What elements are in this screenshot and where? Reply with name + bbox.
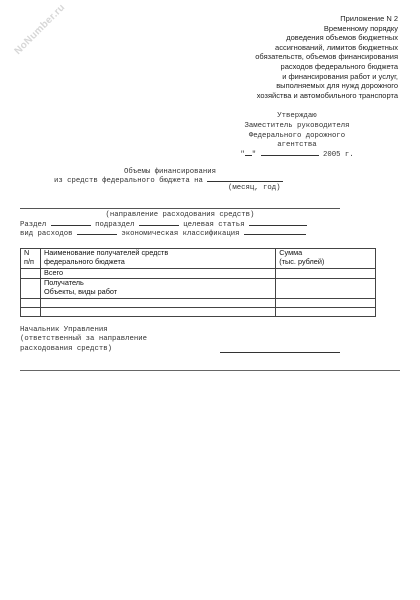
direction-caption: (направление расходования средств) bbox=[105, 211, 255, 219]
table-cell bbox=[21, 299, 41, 308]
bottom-divider bbox=[20, 370, 400, 371]
header-name-line: Наименование получателей средств bbox=[43, 248, 169, 257]
approval-line: Заместитель руководителя bbox=[244, 121, 350, 130]
total-label: Всего bbox=[40, 269, 275, 279]
table-cell bbox=[40, 299, 275, 308]
appendix-line: хозяйства и автомобильного транспорта bbox=[256, 90, 398, 100]
razdel-label: Раздел bbox=[20, 221, 47, 229]
recipient-label: Получатель bbox=[43, 278, 84, 287]
appendix-header bbox=[178, 14, 398, 100]
table-cell bbox=[276, 308, 376, 317]
recipient-cell bbox=[40, 279, 275, 299]
table-cell bbox=[21, 279, 41, 299]
header-sum-line: Сумма bbox=[279, 248, 303, 257]
table-cell bbox=[276, 299, 376, 308]
appendix-line: выполняемых для нужд дорожного bbox=[276, 81, 398, 91]
table-row bbox=[21, 299, 376, 308]
razdel-blank bbox=[51, 225, 91, 226]
podrazdel-blank bbox=[139, 225, 179, 226]
signature-line: Начальник Управления bbox=[20, 326, 108, 334]
objects-label: Объекты, виды работ bbox=[43, 286, 118, 296]
expense-type-blank bbox=[77, 234, 117, 235]
classification-row-1 bbox=[20, 221, 307, 229]
table-cell bbox=[21, 308, 41, 317]
podrazdel-label: подраздел bbox=[95, 221, 135, 229]
classification-row-2 bbox=[20, 230, 306, 238]
approval-line: Федерального дорожного bbox=[248, 131, 346, 140]
month-blank bbox=[261, 155, 319, 156]
date-quote-close: " bbox=[251, 151, 257, 160]
appendix-line: обязательств, объемов финансирования bbox=[255, 52, 398, 62]
approval-block bbox=[222, 112, 372, 161]
target-blank bbox=[249, 225, 307, 226]
econ-label: экономическая классификация bbox=[121, 230, 240, 238]
financing-table bbox=[20, 248, 376, 317]
date-quote-open: " bbox=[240, 151, 245, 160]
period-blank bbox=[207, 181, 283, 182]
header-num-line: N bbox=[24, 248, 30, 257]
doc-title: Объемы финансирования bbox=[124, 168, 216, 176]
table-cell bbox=[276, 279, 376, 299]
expense-type-label: вид расходов bbox=[20, 230, 73, 238]
header-sum bbox=[276, 249, 376, 269]
header-sum-line: (тыс. рублей) bbox=[279, 256, 325, 266]
header-name-line: федерального бюджета bbox=[43, 256, 125, 266]
watermark-logo: NoNumber.ru bbox=[12, 2, 68, 57]
header-num-line: п/п bbox=[24, 256, 34, 266]
table-row bbox=[21, 308, 376, 317]
appendix-line: Временному порядку bbox=[323, 23, 398, 33]
date-year: 2005 г. bbox=[322, 151, 354, 160]
appendix-line: ассигнований, лимитов бюджетных bbox=[275, 42, 398, 52]
target-label: целевая статья bbox=[183, 221, 245, 229]
appendix-line: расходов федерального бюджета bbox=[280, 61, 398, 71]
approval-line: агентства bbox=[277, 141, 317, 150]
day-blank bbox=[245, 155, 252, 156]
appendix-line: и финансирования работ и услуг, bbox=[282, 71, 398, 81]
table-cell bbox=[276, 269, 376, 279]
header-name bbox=[40, 249, 275, 269]
header-num bbox=[21, 249, 41, 269]
period-caption: (месяц, год) bbox=[228, 184, 281, 192]
approval-date bbox=[222, 151, 372, 161]
table-cell bbox=[21, 269, 41, 279]
signature-line: (ответственный за направление bbox=[20, 335, 147, 344]
appendix-line: доведения объемов бюджетных bbox=[286, 33, 398, 43]
approval-line: Утверждаю bbox=[277, 112, 317, 120]
econ-blank bbox=[244, 234, 306, 235]
table-cell bbox=[40, 308, 275, 317]
doc-subtitle-text: из средств федерального бюджета на bbox=[54, 177, 203, 185]
table-header-row bbox=[21, 249, 376, 269]
signature-blank bbox=[220, 352, 340, 353]
signature-line: расходования средств) bbox=[20, 344, 112, 353]
signature-block bbox=[20, 326, 147, 354]
direction-line bbox=[20, 208, 340, 209]
appendix-line: Приложение N 2 bbox=[340, 14, 398, 23]
table-row bbox=[21, 269, 376, 279]
table-row bbox=[21, 279, 376, 299]
